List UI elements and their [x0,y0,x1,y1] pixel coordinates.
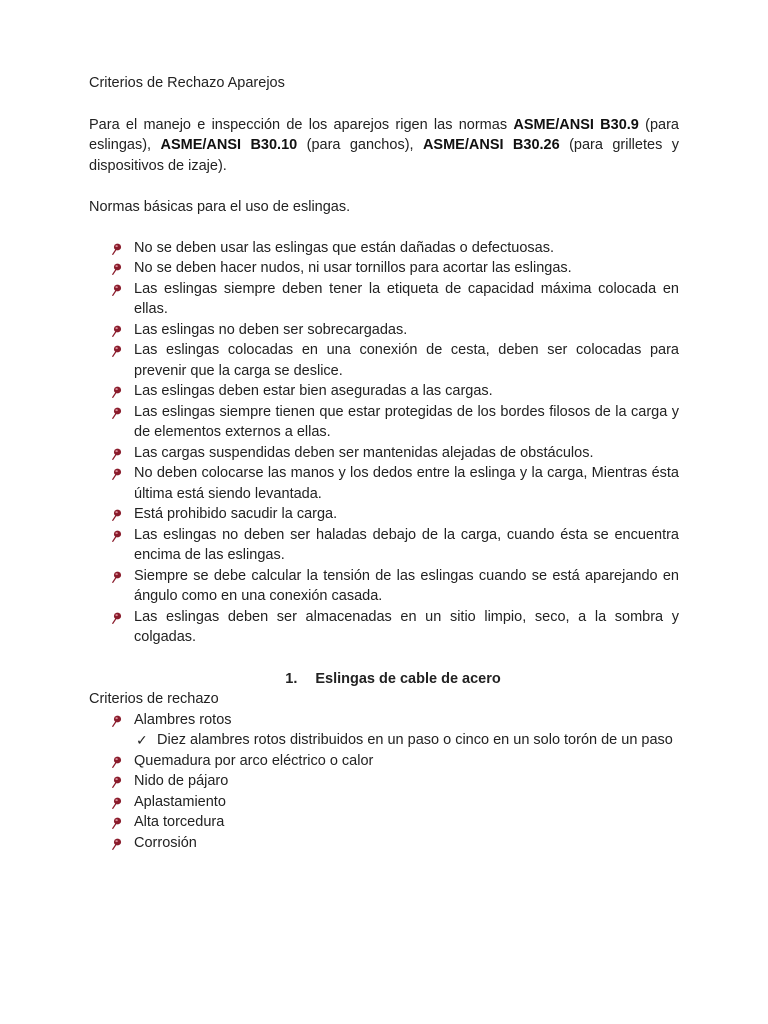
rule-item [89,320,679,341]
document-page [89,73,679,853]
pushpin-icon [111,797,122,809]
standard-asme-b30-10: ASME/ANSI B30.10 [160,137,298,153]
pushpin-icon [111,407,122,419]
checkmark-icon: ✓ [136,732,148,748]
intro-text-3: (para ganchos), [297,137,423,153]
rules-list [89,238,679,648]
section-heading [89,669,679,690]
reason-item [89,833,679,854]
rule-text: Las eslingas deben ser almacenadas en un sitio limpio, seco, a la sombra y colgadas. [134,608,679,645]
rule-item [89,279,679,320]
pushpin-icon [111,468,122,480]
rule-item [89,258,679,279]
rule-text: Está prohibido sacudir la carga. [134,506,338,522]
rule-text: Las cargas suspendidas deben ser mantenidas alejadas de obstáculos. [134,444,594,461]
standard-asme-b30-26: ASME/ANSI B30.26 [422,137,560,153]
rule-item [89,504,679,525]
pushpin-icon [111,838,122,850]
pushpin-icon [111,284,122,296]
rule-text: Las eslingas siempre tienen que estar protegidas de los bordes filosos de la carga y de elementos externos a ellas. [134,403,679,440]
rule-item [89,381,679,402]
rule-text: Siempre se debe calcular la tensión de las eslingas cuando se está aparejando en ángulo como en una conexión casada. [134,567,679,604]
reason-subitem [134,730,679,751]
reason-sublist [134,730,679,751]
rule-text: Las eslingas no deben ser haladas debajo de la carga, cuando ésta se encuentra encima de las eslingas. [134,526,679,563]
pushpin-icon [111,509,122,521]
intro-text-4: (para grilletes y dispositivos de izaje). [89,137,679,174]
rule-text: No se deben usar las eslingas que están dañadas o defectuosas. [134,239,554,256]
reason-item [89,792,679,813]
rule-item [89,402,679,443]
pushpin-icon [111,530,122,542]
rule-item [89,463,679,504]
section-title: Eslingas de cable de acero [315,670,501,687]
pushpin-icon [111,817,122,829]
rule-item [89,566,679,607]
reason-text: Alta torcedura [134,814,225,830]
reason-item [89,771,679,792]
intro-text-1: Para el manejo e inspección de los aparejos rigen las normas [89,116,514,133]
reason-text: Aplastamiento [134,793,226,810]
pushpin-icon [111,776,122,788]
rule-text: Las eslingas siempre deben tener la etiqueta de capacidad máxima colocada en ellas. [134,280,679,317]
rule-item [89,525,679,566]
rule-text: Las eslingas deben estar bien aseguradas a las cargas. [134,383,493,399]
reason-text: Quemadura por arco eléctrico o calor [134,752,374,769]
rule-text: Las eslingas no deben ser sobrecargadas. [134,321,408,338]
reason-text: Alambres rotos [134,711,232,728]
document-title: Criterios de Rechazo Aparejos [89,75,285,91]
rule-text: No deben colocarse las manos y los dedos entre la eslinga y la carga, Mientras ésta última está siendo levantada. [134,465,679,502]
intro-paragraph [89,115,679,177]
reason-item [89,710,679,751]
pushpin-icon [111,386,122,398]
reason-text: Corrosión [134,834,197,851]
section-number: 1. [285,670,298,687]
pushpin-icon [111,325,122,337]
reason-subitem-text: Diez alambres rotos distribuidos en un paso o cinco en un solo torón de un paso [157,732,673,748]
pushpin-icon [111,263,122,275]
pushpin-icon [111,345,122,357]
pushpin-icon [111,715,122,727]
rule-item [89,607,679,648]
reason-text: Nido de pájaro [134,773,229,789]
rule-text: No se deben hacer nudos, ni usar tornillos para acortar las eslingas. [134,260,572,276]
rule-item [89,340,679,381]
rule-item [89,238,679,259]
reasons-list [89,710,679,854]
rechazo-heading: Criterios de rechazo [89,691,219,707]
pushpin-icon [111,571,122,583]
pushpin-icon [111,243,122,255]
rule-text: Las eslingas colocadas en una conexión de cesta, deben ser colocadas para prevenir que la carga se deslice. [134,342,679,379]
rule-item [89,443,679,464]
reason-item [89,751,679,772]
pushpin-icon [111,448,122,460]
pushpin-icon [111,756,122,768]
reason-item [89,812,679,833]
normas-heading: Normas básicas para el uso de eslingas. [89,199,351,215]
intro-text-2: (para eslingas), [89,116,679,153]
standard-asme-b30-9: ASME/ANSI B30.9 [513,116,639,133]
pushpin-icon [111,612,122,624]
